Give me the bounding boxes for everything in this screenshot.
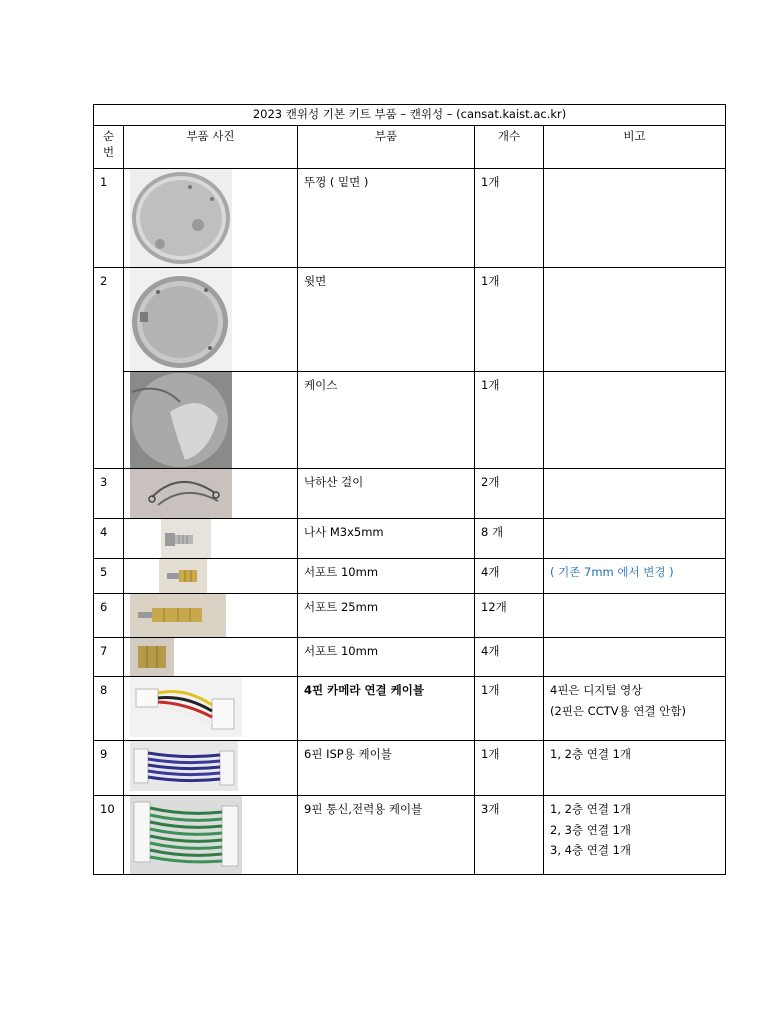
row-no: 8 bbox=[94, 677, 124, 741]
support-25mm-photo bbox=[124, 594, 298, 638]
part-name: 케이스 bbox=[298, 372, 475, 469]
table-row bbox=[94, 559, 726, 594]
note-line: 2, 3층 연결 1개 bbox=[550, 822, 632, 837]
note-line: 3, 4층 연결 1개 bbox=[550, 843, 632, 858]
part-name: 낙하산 걸이 bbox=[298, 469, 475, 519]
part-name: 서포트 10mm bbox=[298, 559, 475, 594]
header-photo: 부품 사진 bbox=[124, 126, 298, 169]
4pin-cable-photo bbox=[124, 677, 298, 741]
note-line: 1, 2층 연결 1개 bbox=[550, 747, 632, 761]
header-part: 부품 bbox=[298, 126, 475, 169]
part-name: 뚜껑 ( 밑면 ) bbox=[298, 169, 475, 268]
part-qty: 1개 bbox=[475, 268, 544, 372]
part-qty: 3개 bbox=[475, 796, 544, 875]
parachute-hook-photo bbox=[124, 469, 298, 519]
row-no: 2 bbox=[94, 268, 124, 469]
part-name: 나사 M3x5mm bbox=[298, 519, 475, 559]
note-line: 1, 2층 연결 1개 bbox=[550, 802, 632, 816]
header-qty: 개수 bbox=[475, 126, 544, 169]
part-qty: 4개 bbox=[475, 638, 544, 677]
row-no: 9 bbox=[94, 741, 124, 796]
screw-photo bbox=[124, 519, 298, 559]
part-name: 서포트 25mm bbox=[298, 594, 475, 638]
part-name: 4핀 카메라 연결 케이블 bbox=[298, 677, 475, 741]
part-qty: 12개 bbox=[475, 594, 544, 638]
table-row bbox=[94, 677, 726, 741]
row-no: 4 bbox=[94, 519, 124, 559]
header-no-line2: 번 bbox=[102, 144, 115, 159]
table-row bbox=[94, 796, 726, 875]
top-plate-photo bbox=[124, 268, 298, 372]
part-name: 윗면 bbox=[298, 268, 475, 372]
parts-table bbox=[93, 104, 726, 875]
row-no: 10 bbox=[94, 796, 124, 875]
part-note bbox=[544, 519, 726, 559]
part-note bbox=[544, 169, 726, 268]
part-qty: 1개 bbox=[475, 372, 544, 469]
part-note bbox=[544, 741, 726, 796]
support-nut-photo bbox=[124, 638, 298, 677]
part-qty: 1개 bbox=[475, 677, 544, 741]
part-note bbox=[544, 638, 726, 677]
case-photo bbox=[124, 372, 298, 469]
6pin-cable-photo bbox=[124, 741, 298, 796]
header-no-line1: 순 bbox=[102, 129, 115, 143]
note-line: 4핀은 디지털 영상 bbox=[550, 683, 643, 697]
header-no bbox=[94, 126, 124, 169]
part-qty: 1개 bbox=[475, 169, 544, 268]
part-name: 6핀 ISP용 케이블 bbox=[298, 741, 475, 796]
row-no: 6 bbox=[94, 594, 124, 638]
row-no: 7 bbox=[94, 638, 124, 677]
9pin-cable-photo bbox=[124, 796, 298, 875]
header-note: 비고 bbox=[544, 126, 726, 169]
part-note bbox=[544, 372, 726, 469]
part-note bbox=[544, 796, 726, 875]
lid-photo bbox=[124, 169, 298, 268]
row-no: 5 bbox=[94, 559, 124, 594]
part-qty: 2개 bbox=[475, 469, 544, 519]
table-row bbox=[94, 268, 726, 372]
table-row bbox=[94, 519, 726, 559]
table-row bbox=[94, 638, 726, 677]
title-row bbox=[94, 105, 726, 126]
part-name: 서포트 10mm bbox=[298, 638, 475, 677]
part-note bbox=[544, 469, 726, 519]
note-line: (2핀은 CCTV용 연결 안함) bbox=[550, 703, 686, 718]
row-no: 1 bbox=[94, 169, 124, 268]
table-row bbox=[94, 372, 726, 469]
row-no: 3 bbox=[94, 469, 124, 519]
part-note bbox=[544, 268, 726, 372]
table-title: 2023 캔위성 기본 키트 부품 – 캔위성 – (cansat.kaist.ac.kr) bbox=[94, 105, 726, 126]
part-qty: 1개 bbox=[475, 741, 544, 796]
header-row bbox=[94, 126, 726, 169]
table-row bbox=[94, 594, 726, 638]
part-qty: 4개 bbox=[475, 559, 544, 594]
part-note bbox=[544, 594, 726, 638]
support-10mm-photo bbox=[124, 559, 298, 594]
table-row bbox=[94, 741, 726, 796]
part-note-changed: ( 기존 7mm 에서 변경 ) bbox=[544, 559, 726, 594]
part-note bbox=[544, 677, 726, 741]
table-row bbox=[94, 169, 726, 268]
part-name: 9핀 통신,전력용 케이블 bbox=[298, 796, 475, 875]
part-qty: 8 개 bbox=[475, 519, 544, 559]
table-row bbox=[94, 469, 726, 519]
